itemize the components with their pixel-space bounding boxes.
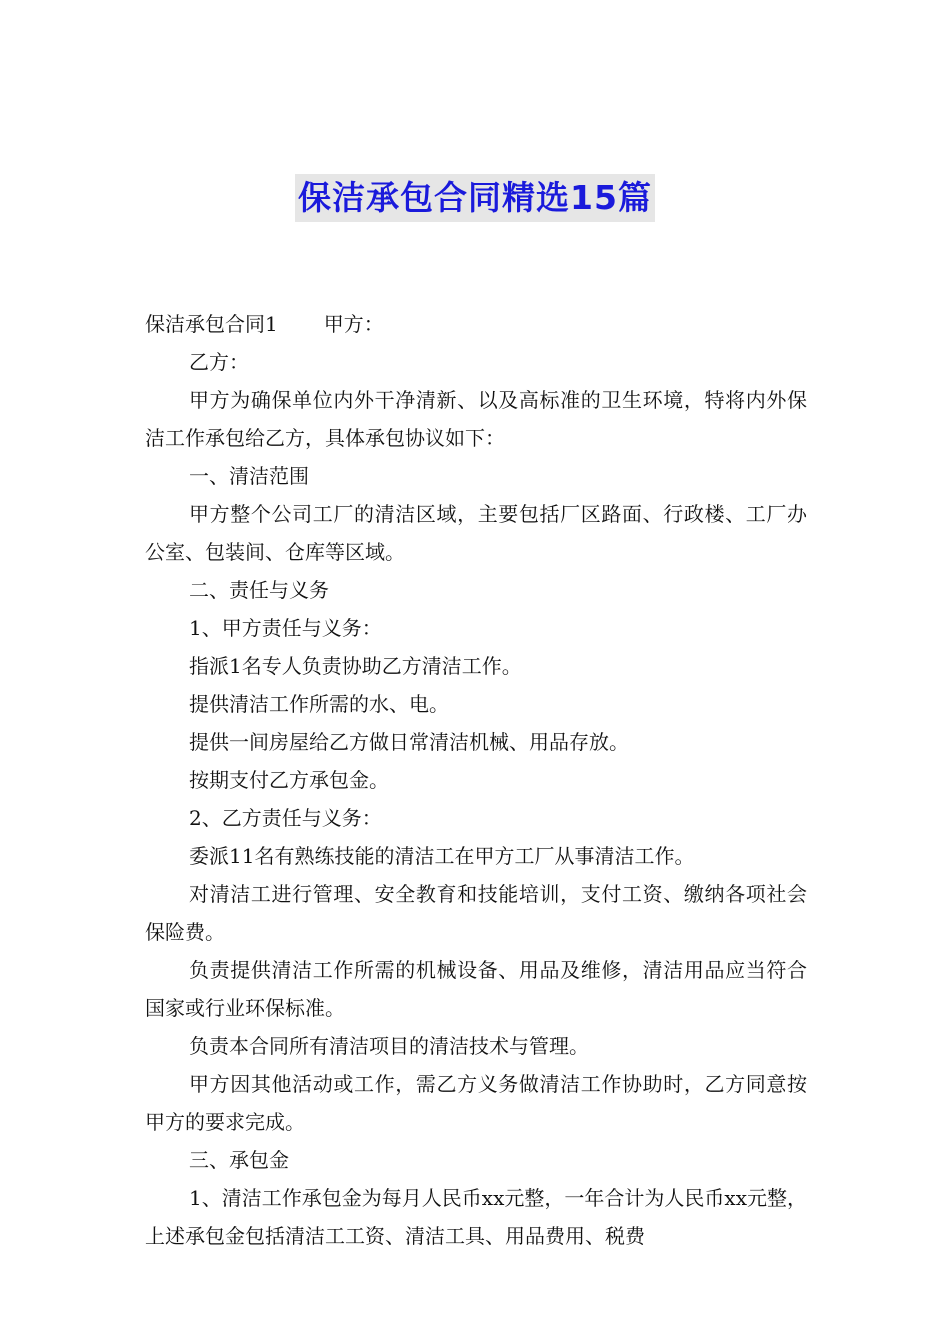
paragraph: 提供一间房屋给乙方做日常清洁机械、用品存放。 — [189, 730, 629, 754]
subsection-heading: 2、乙方责任与义务： — [189, 806, 382, 830]
paragraph: 负责本合同所有清洁项目的清洁技术与管理。 — [189, 1034, 589, 1058]
document-body — [145, 305, 807, 1255]
paragraph: 提供清洁工作所需的水、电。 — [189, 692, 449, 716]
document-title: 保洁承包合同精选15篇 — [295, 174, 655, 222]
paragraph: 甲方整个公司工厂的清洁区域，主要包括厂区路面、行政楼、工厂办公室、包装间、仓库等区域。 — [145, 502, 807, 564]
paragraph: 甲方为确保单位内外干净清新、以及高标准的卫生环境，特将内外保洁工作承包给乙方，具体承包协议如下： — [145, 388, 807, 450]
paragraph: 乙方： — [189, 350, 249, 374]
paragraph: 委派11名有熟练技能的清洁工在甲方工厂从事清洁工作。 — [189, 844, 695, 868]
section-heading: 三、承包金 — [189, 1148, 289, 1172]
party-a-label: 甲方： — [323, 312, 384, 336]
contract-heading-line — [145, 305, 807, 343]
subsection-heading: 1、甲方责任与义务： — [189, 616, 382, 640]
paragraph: 指派1名专人负责协助乙方清洁工作。 — [189, 654, 522, 678]
section-heading: 二、责任与义务 — [189, 578, 329, 602]
paragraph: 对清洁工进行管理、安全教育和技能培训，支付工资、缴纳各项社会保险费。 — [145, 882, 807, 944]
title-wrap — [0, 174, 950, 222]
paragraph: 1、清洁工作承包金为每月人民币xx元整，一年合计为人民币xx元整，上述承包金包括清洁工工资、清洁工具、用品费用、税费 — [145, 1186, 807, 1248]
paragraph: 负责提供清洁工作所需的机械设备、用品及维修，清洁用品应当符合国家或行业环保标准。 — [145, 958, 807, 1020]
section-heading: 一、清洁范围 — [189, 464, 309, 488]
contract-label: 保洁承包合同1 — [145, 312, 278, 336]
paragraph: 甲方因其他活动或工作，需乙方义务做清洁工作协助时，乙方同意按甲方的要求完成。 — [145, 1072, 807, 1134]
paragraph: 按期支付乙方承包金。 — [189, 768, 389, 792]
